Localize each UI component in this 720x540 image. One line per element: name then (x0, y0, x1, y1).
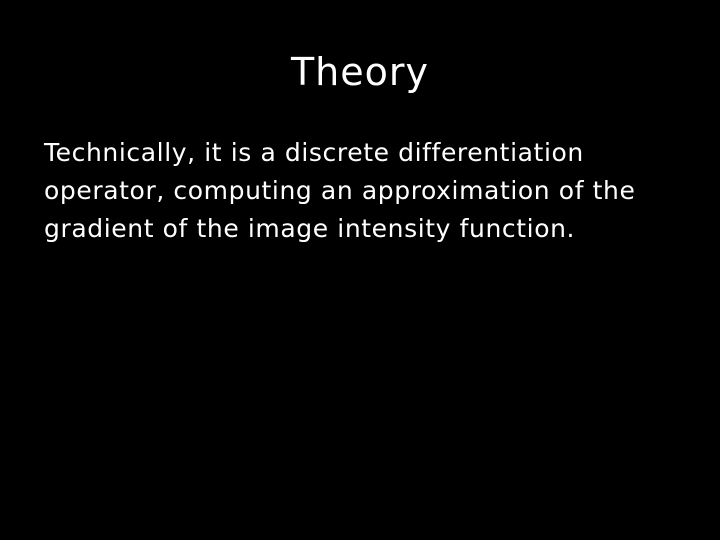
slide-title: Theory (290, 50, 430, 94)
slide-body-text: Technically, it is a discrete differentiation operator, computing an approximation of the gradient of the image intensity function. (44, 138, 636, 243)
